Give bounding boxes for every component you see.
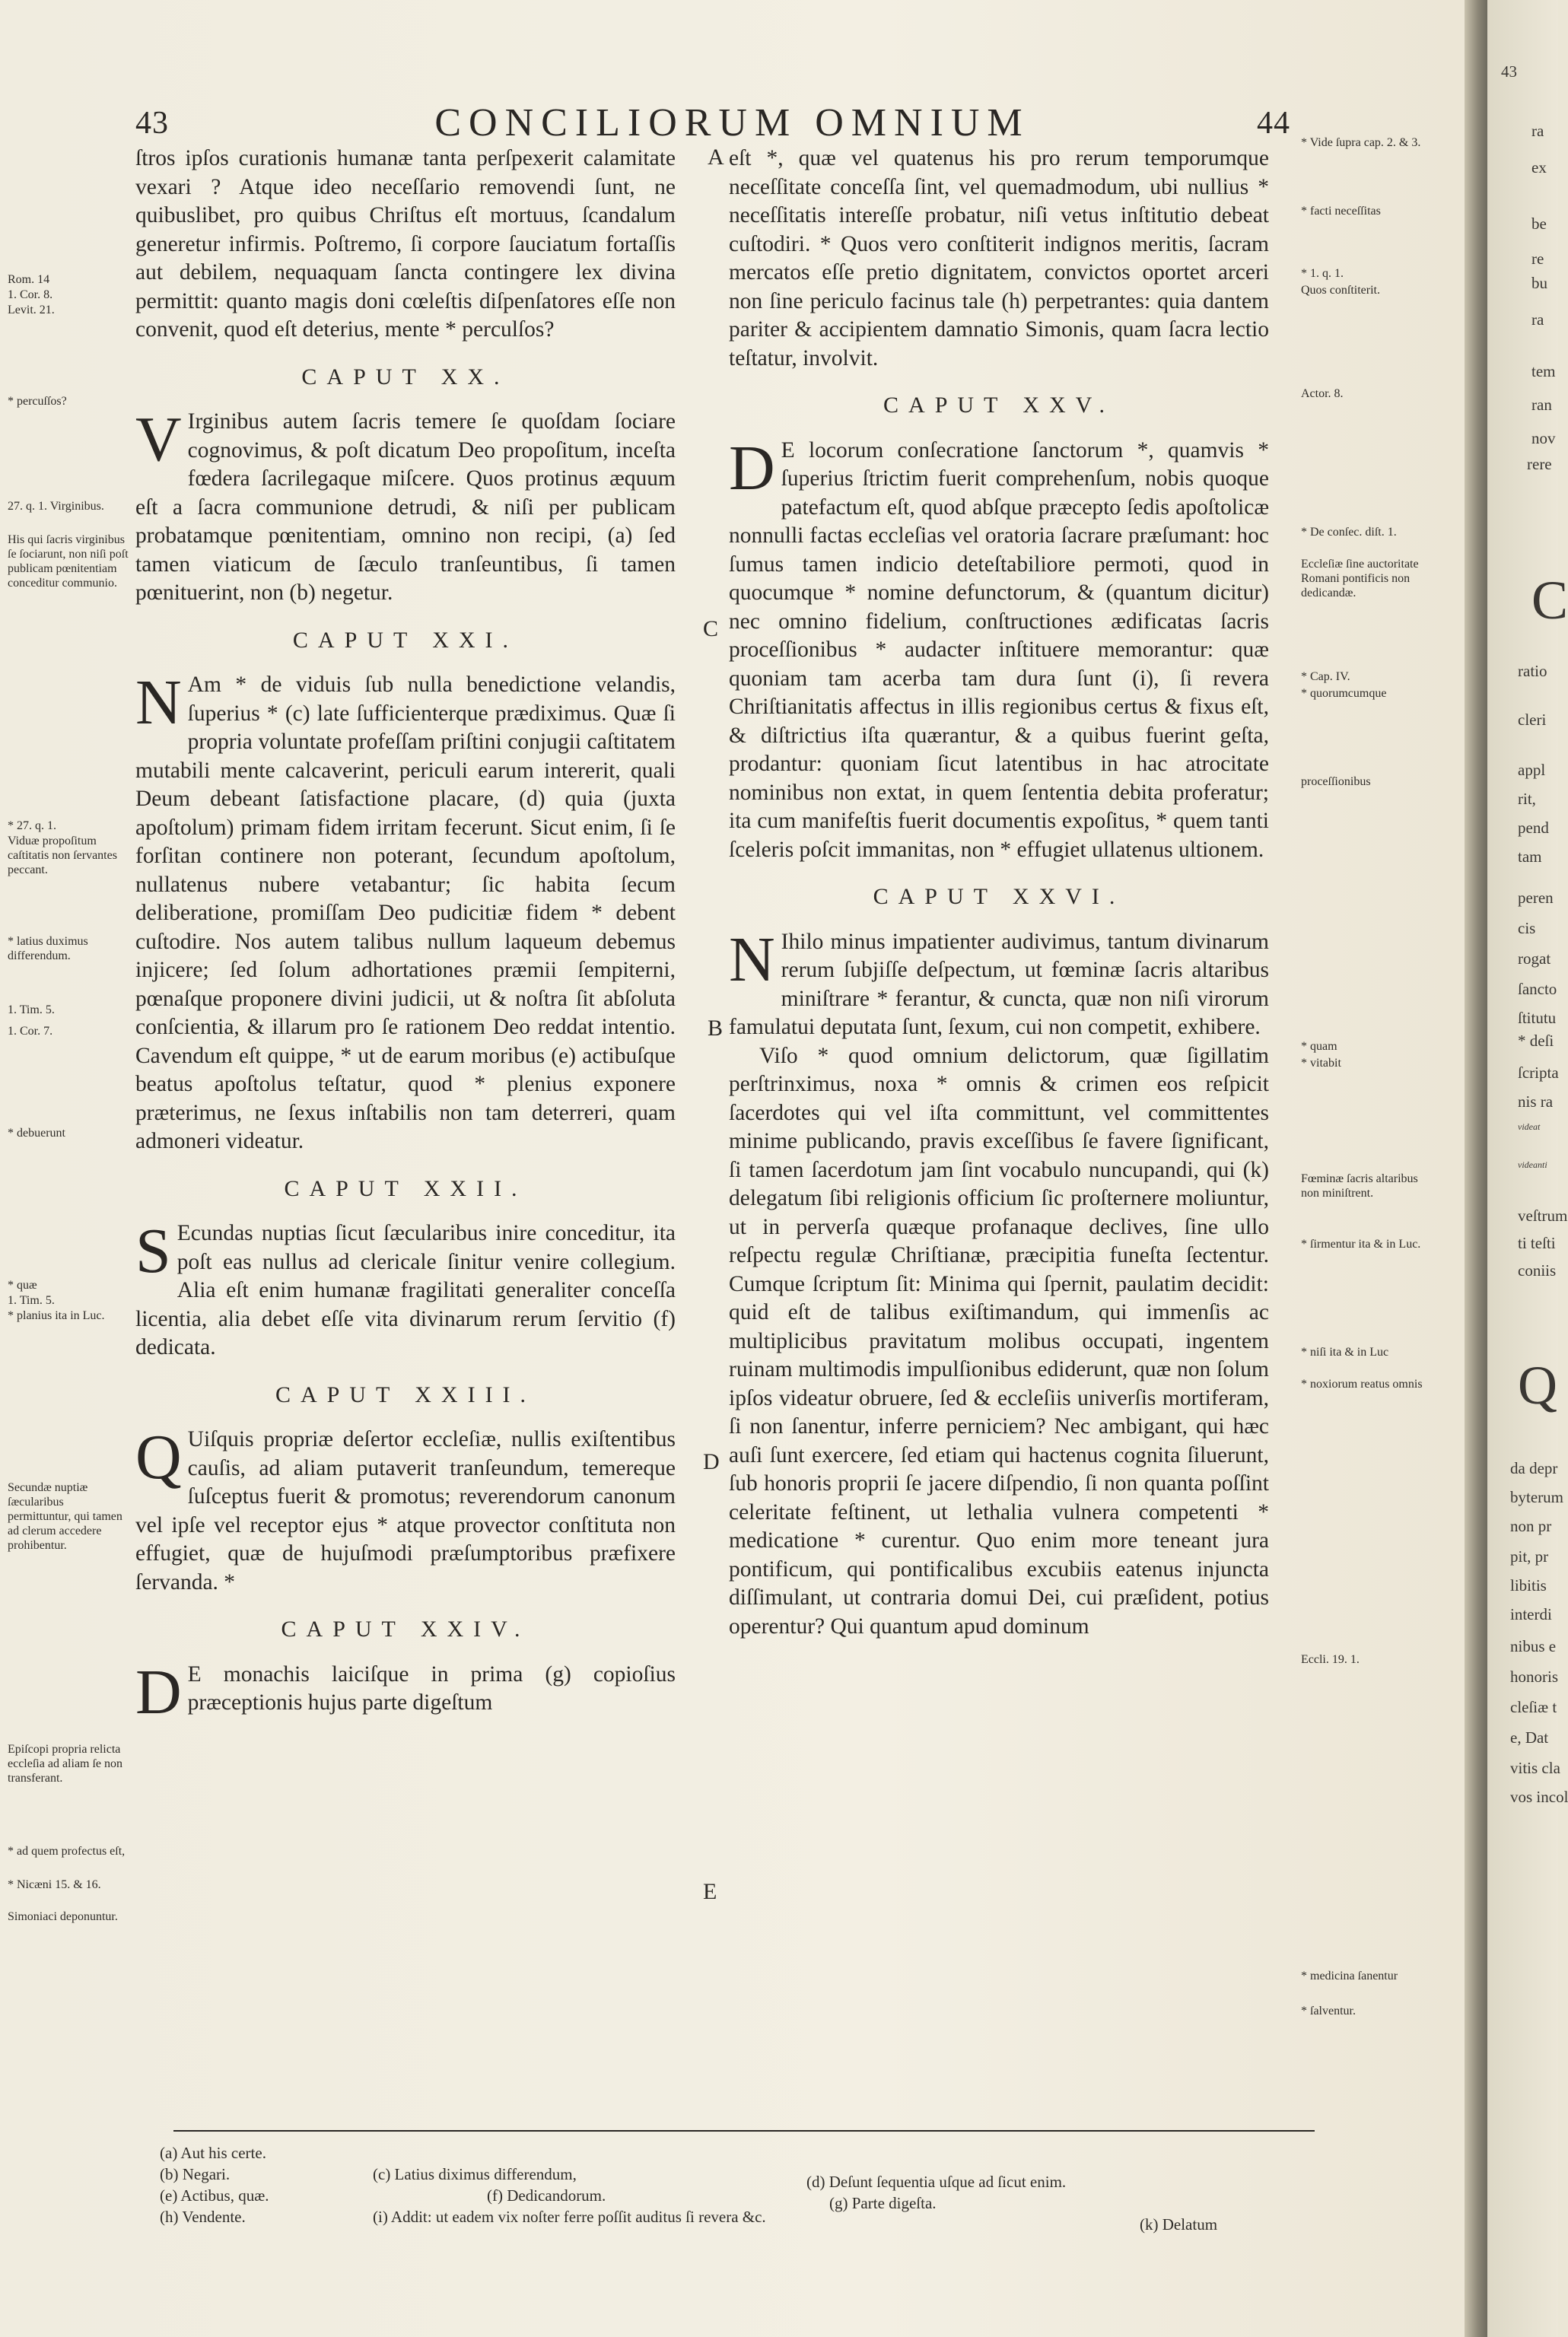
footnote: (f) Dedicandorum. [487, 2186, 606, 2205]
facing-text-fragment: bu [1531, 274, 1547, 292]
folio-right: 44 [1257, 106, 1290, 141]
facing-text-fragment: ſancto [1518, 980, 1557, 998]
facing-text-fragment: ra [1531, 310, 1544, 329]
facing-text-fragment: non pr [1510, 1517, 1552, 1535]
facing-text-fragment: re [1531, 250, 1544, 268]
margin-note: * percuſſos? [8, 395, 67, 408]
margin-reference: 1. Cor. 8. [8, 288, 53, 301]
right-paragraph: Viſo * quod omnium delictorum, quæ ſigillatim perſtrinximus, noxa * omnis & crimen eos reſpicit ſacerdotes qui vel iſta committunt, vel committentes minime publicando, pravis exceſſibus ſe favere ſignificant, ſi tamen ſacerdotum jam ſint vocabulo nuncupandi, qui (k) delegatum ſibi religionis officium ſic proſternere moliuntur, ut in perverſa quæque profanaque declives, ſine ullo reſpectu regulæ Chriſtianæ, præcipitia funeſta ſectentur. Cumque ſcriptum ſit: Minima qui ſpernit, paulatim decidit: quid eſt de talibus exiſtimandum, qui immenſis ac multiplicibus pravitatum molibus occupati, ingentem ruinam multimodis impulſionibus ediderunt, quæ non ſolum ipſos videatur obruere, ſed & eccleſiis univerſis mortiferam, ſi non ſanentur, inferre perniciem? Nec ambigant, qui hæc auſi ſunt exercere, ſed etiam qui hactenus cognita ſiluerunt, ſub honoris proprii ſe jacere diſpendio, ſi non quanta poſſint celeritate feſtinent, ut lethalia vulnera competenti * medicatione * curentur. Quo enim more teneant jura pontificum, qui pontificalibus excubiis eatenus injuncta diſſimulant, ut contraria domui Dei, cui præſident, potius operentur? Qui quantum apud dominum [729, 1043, 1269, 1639]
facing-text-fragment: tem [1531, 362, 1556, 380]
chapter-heading: CAPUT XX. [301, 364, 510, 390]
facing-text-fragment: ti teſti [1518, 1234, 1556, 1252]
facing-text-fragment: videanti [1518, 1159, 1547, 1170]
facing-text-fragment: ran [1531, 396, 1552, 414]
facing-text-fragment: libitis [1510, 1576, 1547, 1595]
facing-text-fragment: rit, [1518, 790, 1536, 808]
facing-drop-capital: Q [1518, 1355, 1557, 1416]
facing-text-fragment: pit, pr [1510, 1547, 1549, 1566]
margin-note: * ſalventur. [1301, 2005, 1356, 2017]
chapter-text [135, 1216, 676, 1362]
chapter-text [729, 432, 1269, 865]
facing-text-fragment: e, Dat [1510, 1728, 1549, 1747]
running-title: CONCILIORUM OMNIUM [434, 101, 1030, 145]
facing-text-fragment: vos incol [1510, 1788, 1568, 1806]
margin-note: * vitabit [1301, 1057, 1341, 1070]
section-letter: A [708, 145, 724, 170]
footnote: (h) Vendente. [160, 2208, 246, 2226]
footnote: (g) Parte digeſta. [829, 2194, 937, 2212]
chapter-body: Ihilo minus impatienter audivimus, tantum divinarum rerum ſubjiſſe deſpectum, ut fœminæ ſacris altaribus miniſtrare * ferantur, & cuncta, quæ non niſi virorum famulatui deputata ſunt, ſexum, cui non competit, exhibere. [729, 929, 1269, 1039]
right-paragraph: eſt *, quæ vel quatenus his pro rerum temporumque neceſſitate conceſſa ſint, vel quemadmodum, ubi nullius * neceſſitatis intereſſe probatur, niſi vetus inſtitutio debeat cuſtodiri. * Quos vero conſtiterit indignos meritis, ſacram mercatos eſſe pretio dignitatem, convictos oportet arceri non ſine periculo facinus tale (h) perpetrantes: quia dantem pariter & accipientem damnatio Simonis, quam ſacra lectio teſtatur, involvit. [729, 146, 1269, 370]
chapter-text [135, 404, 676, 608]
facing-text-fragment: veſtrum [1518, 1207, 1568, 1225]
chapter-text [135, 667, 676, 1156]
drop-capital: S [135, 1216, 171, 1286]
margin-note: * quam [1301, 1040, 1337, 1053]
drop-capital: D [729, 432, 775, 504]
drop-capital: N [729, 924, 775, 995]
margin-reference: * De conſec. diſt. 1. [1301, 526, 1397, 539]
margin-summary: Secundæ nuptiæ ſæcularibus permittuntur, qui tamen ad clerum accedere prohibentur. [8, 1481, 122, 1552]
footnote: (c) Latius diximus differendum, [373, 2165, 577, 2183]
facing-text-fragment: 43 [1501, 62, 1517, 81]
section-letter: E [703, 1879, 717, 1904]
facing-text-fragment: cis [1518, 919, 1536, 937]
facing-text-fragment: ratio [1518, 662, 1547, 680]
drop-capital: N [135, 667, 182, 738]
margin-summary: His qui ſacris virginibus ſe ſociarunt, non niſi poſt publicam pœnitentiam conceditur communio. [8, 533, 129, 590]
margin-note: * quæ [8, 1279, 37, 1292]
facing-text-fragment: cleri [1518, 711, 1547, 729]
folio-left: 43 [135, 106, 169, 141]
facing-text-fragment: vitis cla [1510, 1759, 1560, 1777]
margin-reference: Eccli. 19. 1. [1301, 1653, 1360, 1666]
book-gutter [1465, 0, 1487, 2337]
facing-text-fragment: be [1531, 215, 1547, 233]
facing-text-fragment: rere [1527, 455, 1552, 473]
facing-drop-capital: C [1531, 570, 1568, 631]
margin-reference: 1. Tim. 5. [8, 1294, 55, 1307]
left-paragraph: ſtros ipſos curationis humanæ tanta perſpexerit calamitate vexari ? Atque ideo neceſſario removendi ſunt, ne quibuslibet, pro quibus Chriſtus eſt mortuus, ſcandalum generetur infirmis. Poſtremo, ſi corpore ſauciatum fortaſſis aut debilem, nequaquam ſancta contingere lex divina permittit: quanto magis doni cœleſtis diſpenſatores eſſe non convenit, quod eſt deterius, mente * perculſos? [135, 146, 676, 342]
margin-reference: Levit. 21. [8, 304, 55, 316]
facing-text-fragment: peren [1518, 889, 1554, 907]
facing-text-fragment: appl [1518, 761, 1546, 779]
facing-text-fragment: pend [1518, 819, 1549, 837]
facing-text-fragment: * deſi [1518, 1032, 1554, 1050]
margin-summary: Epiſcopi propria relicta eccleſia ad aliam ſe non transferant. [8, 1743, 123, 1785]
margin-reference: * Nicæni 15. & 16. [8, 1878, 101, 1891]
chapter-heading: CAPUT XXII. [284, 1175, 527, 1201]
margin-summary: Eccleſiæ ſine auctoritate Romani pontificis non dedicandæ. [1301, 558, 1419, 599]
facing-text-fragment: honoris [1510, 1668, 1558, 1686]
footnote: (i) Addit: ut eadem vix noſter ferre poſſit auditus ſi revera &c. [373, 2208, 766, 2226]
margin-reference: 27. q. 1. Virginibus. [8, 500, 104, 513]
margin-reference: Rom. 14 [8, 273, 50, 286]
chapter-heading: CAPUT XXIV. [281, 1617, 530, 1642]
footnote: (k) Delatum [1140, 2215, 1218, 2234]
facing-text-fragment: nov [1531, 429, 1556, 447]
margin-reference: * Cap. IV. [1301, 670, 1350, 683]
margin-note: * quorumcumque [1301, 687, 1387, 700]
chapter-body: E locorum conſecratione ſanctorum *, quamvis * ſuperius ſtrictim fuerit comprehenſum, nobis quoque patefactum eſt, quod abſque præcepto ſedis apoſtolicæ nonnulli factas eccleſias vel oratoria ſacrare præſumant: hoc ſumus tamen indicio deteſtabiliore permoti, quod in quocumque * nomine defunctorum, & (quantum dicitur) nec omnino fidelium, conſtructiones ædificatas ſacris proceſſionibus * audacter inſtituere memorantur: quæ quoniam tam acerba tam dura ſunt (i), ſi revera Chriſtianitatis affectus in illis regionibus certus & fixus eſt, & diſtrictius iſta quærantur, & a quibus fuerint geſta, prodantur: quoniam ſicut latentibus in hac atrocitate nominibus non extat, in quem ſententia debita proferatur; ita cum manifeſtis fuerit documentis expoſitus, * quem tanti ſceleris poſcit immanitas, non * effugiet ullatenus ultionem. [729, 437, 1269, 862]
facing-text-fragment: nis ra [1518, 1092, 1554, 1111]
facing-text-fragment: ra [1531, 122, 1544, 140]
footnote: (b) Negari. [160, 2165, 231, 2183]
facing-text-fragment: nibus e [1510, 1637, 1557, 1655]
facing-text-fragment: rogat [1518, 949, 1551, 968]
margin-note: * ad quem profectus eſt, [8, 1845, 126, 1858]
chapter-body: Ecundas nuptias ſicut ſæcularibus inire conceditur, ita poſt eas nullus ad clericale ſinitur venire collegium. Alia eſt enim humanæ fragilitati generaliter conceſſa licentia, alia debet eſſe vita divinarum rerum ſervitio (f) dedicata. [135, 1221, 676, 1359]
margin-summary: Quos conſtiterit. [1301, 284, 1380, 297]
margin-note: * planius ita in Luc. [8, 1309, 105, 1322]
facing-text-fragment: cleſiæ t [1510, 1698, 1557, 1716]
margin-note: * facti neceſſitas [1301, 205, 1381, 218]
drop-capital: V [135, 404, 182, 475]
chapter-heading: CAPUT XXVI. [873, 884, 1125, 909]
footnote-rule [173, 2130, 1315, 2132]
margin-reference: 1. Cor. 7. [8, 1025, 53, 1038]
chapter-body: Irginibus autem ſacris temere ſe quoſdam ſociare cognovimus, & poſt dicatum Deo propoſitum, inceſta fœdera ſacrilegaque miſcere. Quos protinus æquum eſt a ſacra communione detrudi, & niſi per publicam probatamque pœnitentiam, omnino non recipi, (a) ſed tamen viaticum de ſæculo tranſeuntibus, ſi tamen pœnituerint, non (b) negetur. [135, 409, 676, 605]
facing-text-fragment: ex [1531, 158, 1547, 176]
facing-text-fragment: videat [1518, 1121, 1541, 1132]
footnote: (d) Deſunt ſequentia uſque ad ſicut enim. [806, 2173, 1067, 2191]
facing-page-edge [1487, 0, 1568, 2337]
margin-note: proceſſionibus [1301, 775, 1371, 788]
margin-reference: * 1. q. 1. [1301, 267, 1344, 280]
facing-text-fragment: coniis [1518, 1261, 1557, 1280]
right-column [729, 145, 1269, 1641]
drop-capital: Q [135, 1422, 182, 1493]
margin-note: * Vide ſupra cap. 2. & 3. [1301, 136, 1421, 149]
chapter-heading: CAPUT XXI. [292, 627, 519, 653]
margin-note: * ſirmentur ita & in Luc. [1301, 1238, 1421, 1251]
margin-note: * latius duximus differendum. [8, 935, 88, 962]
chapter-heading: CAPUT XXIII. [275, 1382, 536, 1407]
chapter-text [729, 924, 1269, 1042]
footnote: (a) Aut his certe. [160, 2144, 266, 2162]
facing-text-fragment: ſtitutu [1518, 1009, 1557, 1027]
section-letter: C [703, 616, 719, 641]
margin-reference: * 27. q. 1. [8, 819, 56, 832]
facing-text-fragment: ſcripta [1518, 1064, 1559, 1082]
margin-reference: Actor. 8. [1301, 387, 1344, 400]
drop-capital: D [135, 1656, 182, 1728]
chapter-body: Uiſquis propriæ deſertor eccleſiæ, nullis exiſtentibus cauſis, ad aliam putaverit tranſeundum, temereque ſuſceptus fuerit & promotus; reverendorum canonum vel ipſe vel receptor ejus * atque provector conſtituta non effugiet, quæ de hujuſmodi præſumptoribus præfixere ſervanda. * [135, 1427, 676, 1595]
chapter-heading: CAPUT XXV. [883, 393, 1115, 418]
margin-reference: 1. Tim. 5. [8, 1003, 55, 1016]
section-letter: B [708, 1016, 724, 1041]
margin-summary: Simoniaci deponuntur. [8, 1910, 118, 1923]
facing-text-fragment: da depr [1510, 1459, 1558, 1477]
facing-text-fragment: byterum [1510, 1488, 1563, 1506]
margin-summary: Fœminæ ſacris altaribus non miniſtrent. [1301, 1172, 1418, 1200]
margin-note: * debuerunt [8, 1127, 65, 1140]
facing-text-fragment: interdi [1510, 1605, 1552, 1623]
chapter-text [135, 1656, 676, 1728]
section-letter: D [703, 1449, 720, 1474]
chapter-body: Am * de viduis ſub nulla benedictione velandis, ſuperius * (c) late ſufficienterque prædiximus. Quæ ſi propria voluntate profeſſam priſtini conjugii caſtitatem mutabili mente calcaverint, periculi earum intererit, quali Deum debeant ſatisfactione placare, (d) quia (juxta apoſtolum) primam fidem irritam fecerunt. Sicut enim, ſi ſe forſitan continere non poterant, ſecundum apoſtolum, nullatenus nubere vetabantur; ſic habita ſecum deliberatione, promiſſam Deo pudicitiæ fidem * debent cuſtodire. Nos autem talibus nullum laqueum debemus injicere; ſed ſolum adhortationes præmii ſempiterni, pœnaſque proponere divini judicii, ut & noſtra ſit abſoluta conſcientia, & illarum pro ſe rationem Deo reddat intentio. Cavendum eſt quippe, * ut de earum moribus (e) actibuſque beatus apoſtolus teſtatur, quod * plenius exponere præterimus, ne ſexus inſtabilis non tam deterreri, quam admoneri videatur. [135, 672, 676, 1153]
margin-note: * niſi ita & in Luc [1301, 1346, 1389, 1359]
chapter-body: E monachis laiciſque in prima (g) copioſius præceptionis hujus parte digeſtum [187, 1661, 676, 1715]
left-column [135, 145, 676, 1728]
footnote: (e) Actibus, quæ. [160, 2186, 269, 2205]
margin-note: * noxiorum reatus omnis [1301, 1378, 1423, 1391]
margin-summary: Viduæ propoſitum caſtitatis non ſervantes peccant. [8, 835, 117, 876]
margin-note: * medicina ſanentur [1301, 1970, 1398, 1982]
chapter-text [135, 1422, 676, 1597]
facing-text-fragment: tam [1518, 847, 1542, 866]
